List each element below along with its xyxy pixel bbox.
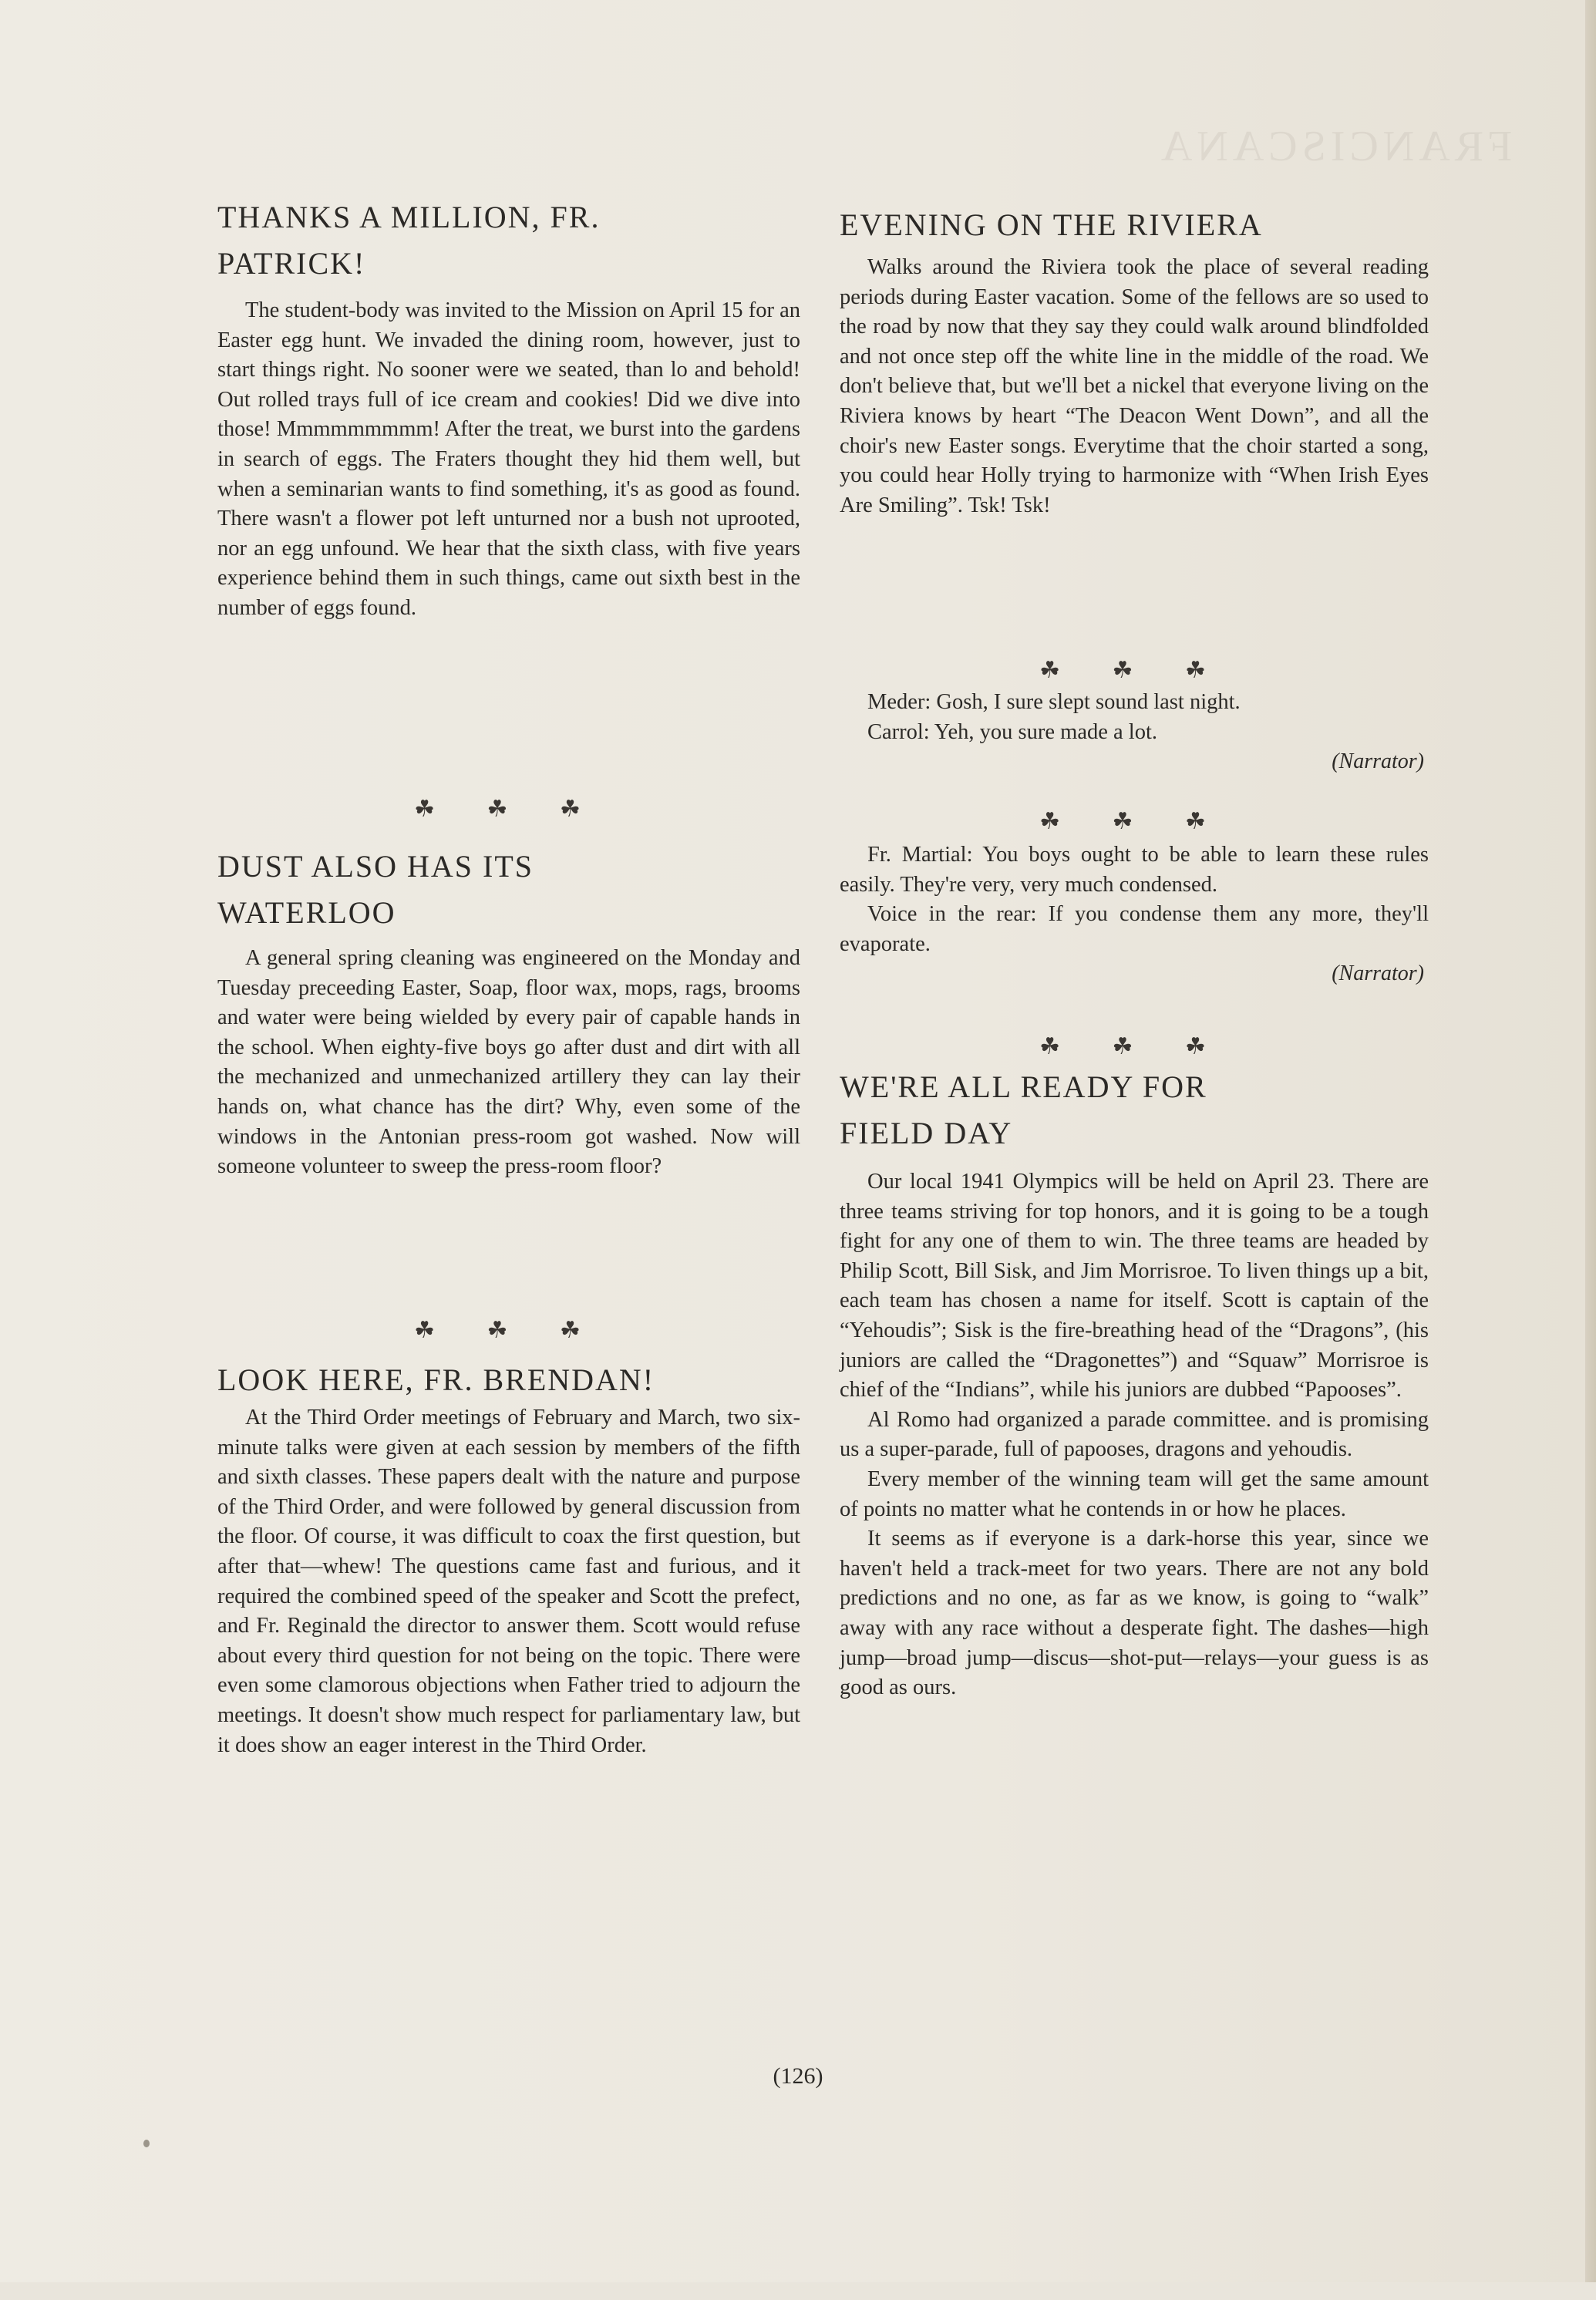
article-title: LOOK HERE, FR. BRENDAN!	[217, 1362, 655, 1397]
article-body: A general spring cleaning was engineered on the Monday and Tuesday preceeding Easter, Soap, floor wax, mops, rags, brooms and water were being wielded by every pair of capable hands in the school. When eighty-five boys go after dust and dirt with all the mechanized and unmechanized artillery they can lay their hands on, what chance has the dirt? Why, even some of the windows in the Antonian press-room got washed. Now will someone volunteer to sweep the press-room floor?	[217, 946, 800, 1179]
article-title-line2: WATERLOO	[217, 895, 396, 930]
article-title-line1: THANKS A MILLION, FR.	[217, 200, 601, 234]
article-title	[217, 194, 800, 287]
section-divider: ☘ ☘ ☘	[414, 1318, 604, 1343]
article-title: EVENING ON THE RIVIERA	[840, 207, 1263, 242]
joke-meder-carrol	[840, 688, 1429, 776]
article-paragraph: It seems as if everyone is a dark-horse this year, since we haven't held a track-meet for two years. There are not any bold predictions and no one, as far as we know, is going to “walk” away with any race without a desperate fight. The dashes—high jump—broad jump—discus—shot-put—relays—your guess is as good as ours.	[840, 1527, 1429, 1700]
article-body: At the Third Order meetings of February and March, two six-minute talks were given at each session by members of the fifth and sixth classes. These papers dealt with the nature and purpose of the Third Order, and were followed by general discussion from the floor. Of course, it was difficult to coax the first question, but after that—whew! The questions came fast and furious, and it required the combined speed of the speaker and Scott the prefect, and Fr. Reginald the director to answer them. Scott would refuse about every third question for not being on the topic. There were even some clamorous objections when Father tried to adjourn the meetings. It doesn't show much respect for parliamentary law, but it does show an eager interest in the Third Order.	[217, 1406, 800, 1757]
article-paragraph: Al Romo had organized a parade committee. and is promising us a super-parade, full of papooses, dragons and yehoudis.	[840, 1407, 1429, 1462]
paper-speck	[143, 2140, 150, 2147]
article-title-line2: FIELD DAY	[840, 1116, 1013, 1150]
article-dust-waterloo	[217, 844, 800, 1182]
section-divider: ☘ ☘ ☘	[1039, 1034, 1229, 1059]
bleed-through-text: FRANCISCANA	[1157, 123, 1513, 170]
section-divider: ☘ ☘ ☘	[1039, 809, 1229, 834]
article-body: The student-body was invited to the Mission on April 15 for an Easter egg hunt. We invaded the dining room, however, just to start things right. No sooner were we seated, than lo and behold! Out rolled trays full of ice cream and cookies! Did we dive into those! Mmmmmmmmm! After the treat, we burst into the gardens in search of eggs. The Fraters thought they hid them well, but when a seminarian wants to find something, it's as good as found. There wasn't a flower pot left unturned nor a bush not uprooted, nor an egg unfound. We hear that the sixth class, with five years experience behind them in such things, came out sixth best in the number of eggs found.	[217, 298, 800, 620]
article-evening-riviera	[840, 202, 1429, 520]
article-title-line1: DUST ALSO HAS ITS	[217, 849, 534, 884]
joke-fr-martial	[840, 840, 1429, 988]
article-title	[840, 1064, 1429, 1157]
attribution: (Narrator)	[1332, 749, 1424, 774]
article-thanks-fr-patrick	[217, 194, 800, 624]
article-field-day	[840, 1064, 1429, 1703]
attribution: (Narrator)	[1332, 961, 1424, 986]
article-title-line2: PATRICK!	[217, 246, 366, 281]
page-number: (126)	[773, 2063, 823, 2089]
article-title-line1: WE'RE ALL READY FOR	[840, 1069, 1207, 1104]
section-divider: ☘ ☘ ☘	[1039, 658, 1229, 683]
section-divider: ☘ ☘ ☘	[414, 796, 604, 822]
article-title	[217, 844, 800, 936]
dialog-line: Fr. Martial: You boys ought to be able to learn these rules easily. They're very, very much condensed.	[840, 843, 1429, 897]
dialog-line: Voice in the rear: If you condense them any more, they'll evaporate.	[840, 902, 1429, 956]
article-look-here-fr-brendan	[217, 1357, 800, 1760]
dialog-line: Meder: Gosh, I sure slept sound last night.	[867, 690, 1241, 714]
dialog-line: Carrol: Yeh, you sure made a lot.	[867, 719, 1157, 744]
article-paragraph: Every member of the winning team will get the same amount of points no matter what he contends in or how he places.	[840, 1467, 1429, 1521]
article-body: Walks around the Riviera took the place of several reading periods during Easter vacation. Some of the fellows are so used to the road by now that they say they could walk around blindfolded and not once step off the white line in the middle of the road. We don't believe that, but we'll bet a nickel that everyone living on the Riviera knows by heart “The Deacon Went Down”, and all the choir's new Easter songs. Everytime that the choir started a song, you could hear Holly trying to harmonize with “When Irish Eyes Are Smiling”. Tsk! Tsk!	[840, 255, 1429, 517]
article-paragraph: Our local 1941 Olympics will be held on April 23. There are three teams striving for top honors, and it is going to be a tough fight for any one of them to win. The three teams are headed by Philip Scott, Bill Sisk, and Jim Morrisroe. To liven things up a bit, each team has chosen a name for itself. Scott is captain of the “Yehoudis”; Sisk is the fire-breathing head of the “Dragons”, (his juniors are called the “Dragonettes”) and “Squaw” Morrisroe is chief of the “Indians”, while his juniors are dubbed “Papooses”.	[840, 1170, 1429, 1403]
